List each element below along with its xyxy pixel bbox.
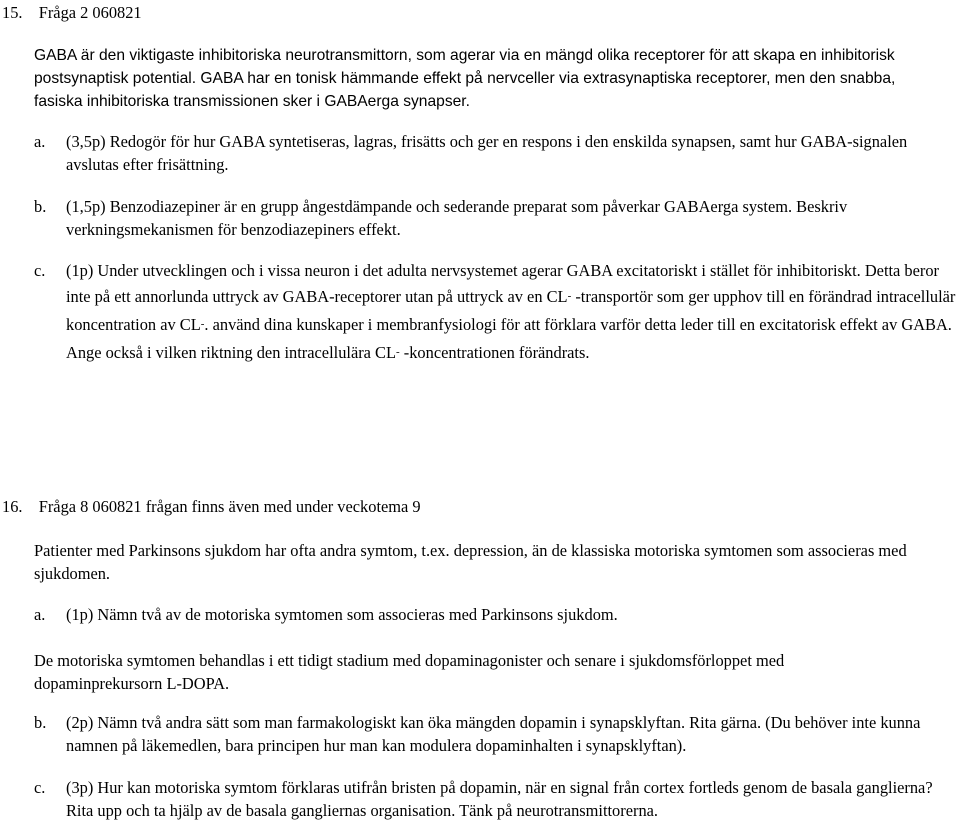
chloride-minus-2: - — [200, 318, 205, 330]
question-16-treatment-info: De motoriska symtomen behandlas i ett tidigt stadium med dopaminagonister och senare i sjukdomsförloppet med dopaminprekursorn L-DOPA. — [34, 651, 785, 693]
part-c-text-2: -transportör som ger upphov till en förändrad intracellulär koncentration av CL — [66, 287, 956, 334]
part-a-text: (1p) Nämn två av de motoriska symtomen som associeras med Parkinsons sjukdom. — [66, 605, 618, 624]
question-15-title: Fråga 2 060821 — [38, 3, 142, 22]
question-16-number: 16. — [2, 497, 23, 516]
part-c-label: c. — [34, 778, 46, 797]
part-c-text — [66, 258, 960, 368]
part-c-text-4: -koncentrationen förändrats. — [403, 343, 590, 362]
part-c-text-1: (1p) Under utvecklingen och i vissa neuron i det adulta nervsystemet agerar GABA excitatoriskt i stället för inhibitoriskt. Detta beror inte på ett annorlunda uttryck av GABA-receptorer utan på uttryck av en CL — [66, 261, 940, 306]
part-b-text: (2p) Nämn två andra sätt som man farmakologiskt kan öka mängden dopamin i synapsklyftan. Rita gärna. (Du behöver inte kunna namnen på läkemedlen, bara principen hur man kan modulera dopaminhalten i synapsklyftan). — [66, 713, 921, 755]
part-c-text-3: . använd dina kunskaper i membranfysiologi för att förklara varför detta leder till en excitatorisk effekt av GABA. Ange också i vilken riktning den intracellulära CL — [66, 315, 952, 362]
question-16-heading — [2, 495, 902, 518]
part-a-label: a. — [34, 605, 46, 624]
part-a-text: (3,5p) Redogör för hur GABA syntetiseras, lagras, frisätts och ger en respons i den enskilda synapsen, samt hur GABA-signalen avslutas efter frisättning. — [66, 132, 908, 174]
question-16-intro: Patienter med Parkinsons sjukdom har ofta andra symtom, t.ex. depression, än de klassiska motoriska symtomen som associeras med sjukdomen. — [34, 541, 907, 583]
question-15-heading — [2, 1, 902, 24]
question-15-intro: GABA är den viktigaste inhibitoriska neurotransmittorn, som agerar via en mängd olika receptorer för att skapa en inhibitorisk postsynaptisk potential. GABA har en tonisk hämmande effekt på nervceller via extrasynaptiska receptorer, men den snabba, fasiska inhibitoriska transmissionen sker i GABAerga synapser. — [34, 47, 896, 110]
part-c-text: (3p) Hur kan motoriska symtom förklaras utifrån bristen på dopamin, när en signal från cortex fortleds genom de basala ganglierna? Rita upp och ta hjälp av de basala gangliernas organisation. Tänk på neurotransmittorerna. — [66, 778, 933, 820]
chloride-minus-3: - — [396, 346, 400, 358]
part-a-label: a. — [34, 132, 46, 151]
question-16-title: Fråga 8 060821 frågan finns även med under veckotema 9 — [38, 497, 421, 516]
part-c-label: c. — [34, 261, 46, 280]
chloride-minus-1: - — [567, 290, 572, 302]
part-b-label: b. — [34, 197, 47, 216]
part-b-label: b. — [34, 713, 47, 732]
question-15-number: 15. — [2, 3, 23, 22]
part-b-text: (1,5p) Benzodiazepiner är en grupp ångestdämpande och sederande preparat som påverkar GABAerga system. Beskriv verkningsmekanismen för benzodiazepiners effekt. — [66, 197, 848, 239]
